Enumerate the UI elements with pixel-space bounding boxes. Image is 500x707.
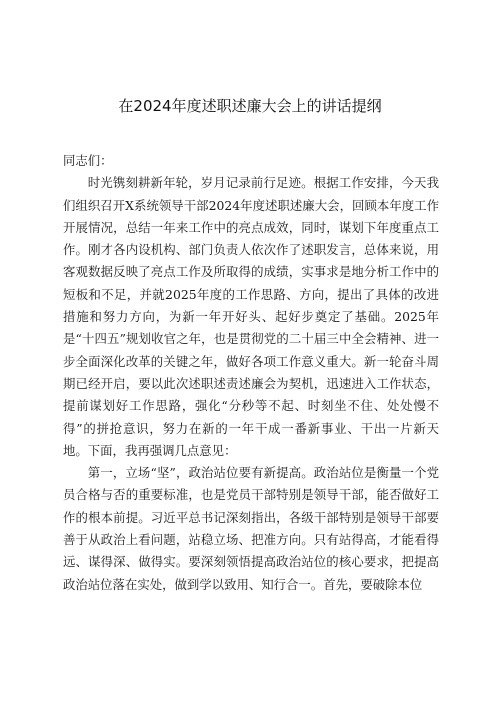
document-title: 在2024年度述职述廉大会上的讲话提纲 [118,97,382,115]
paragraph-intro: 时光镌刻耕新年轮，岁月记录前行足迹。根据工作安排，今天我们组织召开X系统领导干部2024年度述职述廉大会，回顾本年度工作开展情况，总结一年来工作中的亮点成效，同时，谋划下年度重点工作。刚才各内设机构、部门负责人依次作了述职发言，总体来说，用客观数据反映了亮点工作及所取得的成绩，实事求是地分析工作中的短板和不足，并就2025年度的工作思路、方向，提出了具体的改进措施和努力方向，为新一年开好头、起好步奠定了基础。2025年是“十四五”规划收官之年，也是贯彻党的二十届三中全会精神、进一步全面深化改革的关键之年，做好各项工作意义重大。新一轮奋斗周期已经开启，要以此次述职述责述廉会为契机，迅速进入工作状态，提前谋划好工作思路，强化“分秒等不起、时刻坐不住、处处慢不得”的拼抢意识，努力在新的一年干成一番新事业、干出一片新天地。下面，我再强调几点意见： [63,175,439,458]
paragraph-point-one: 第一，立场“坚”，政治站位要有新提高。政治站位是衡量一个党员合格与否的重要标准，也是党员干部特别是领导干部，能否做好工作的根本前提。习近平总书记深刻指出，各级干部特别是领导干部要善于从政治上看问题，站稳立场、把准方向。只有站得高，才能看得远、谋得深、做得实。要深刻领悟提高政治站位的核心要求，把提高政治站位落在实处，做到学以致用、知行合一。首先，要破除本位 [63,465,439,592]
document-body [63,150,439,596]
salutation: 同志们： [63,153,113,168]
